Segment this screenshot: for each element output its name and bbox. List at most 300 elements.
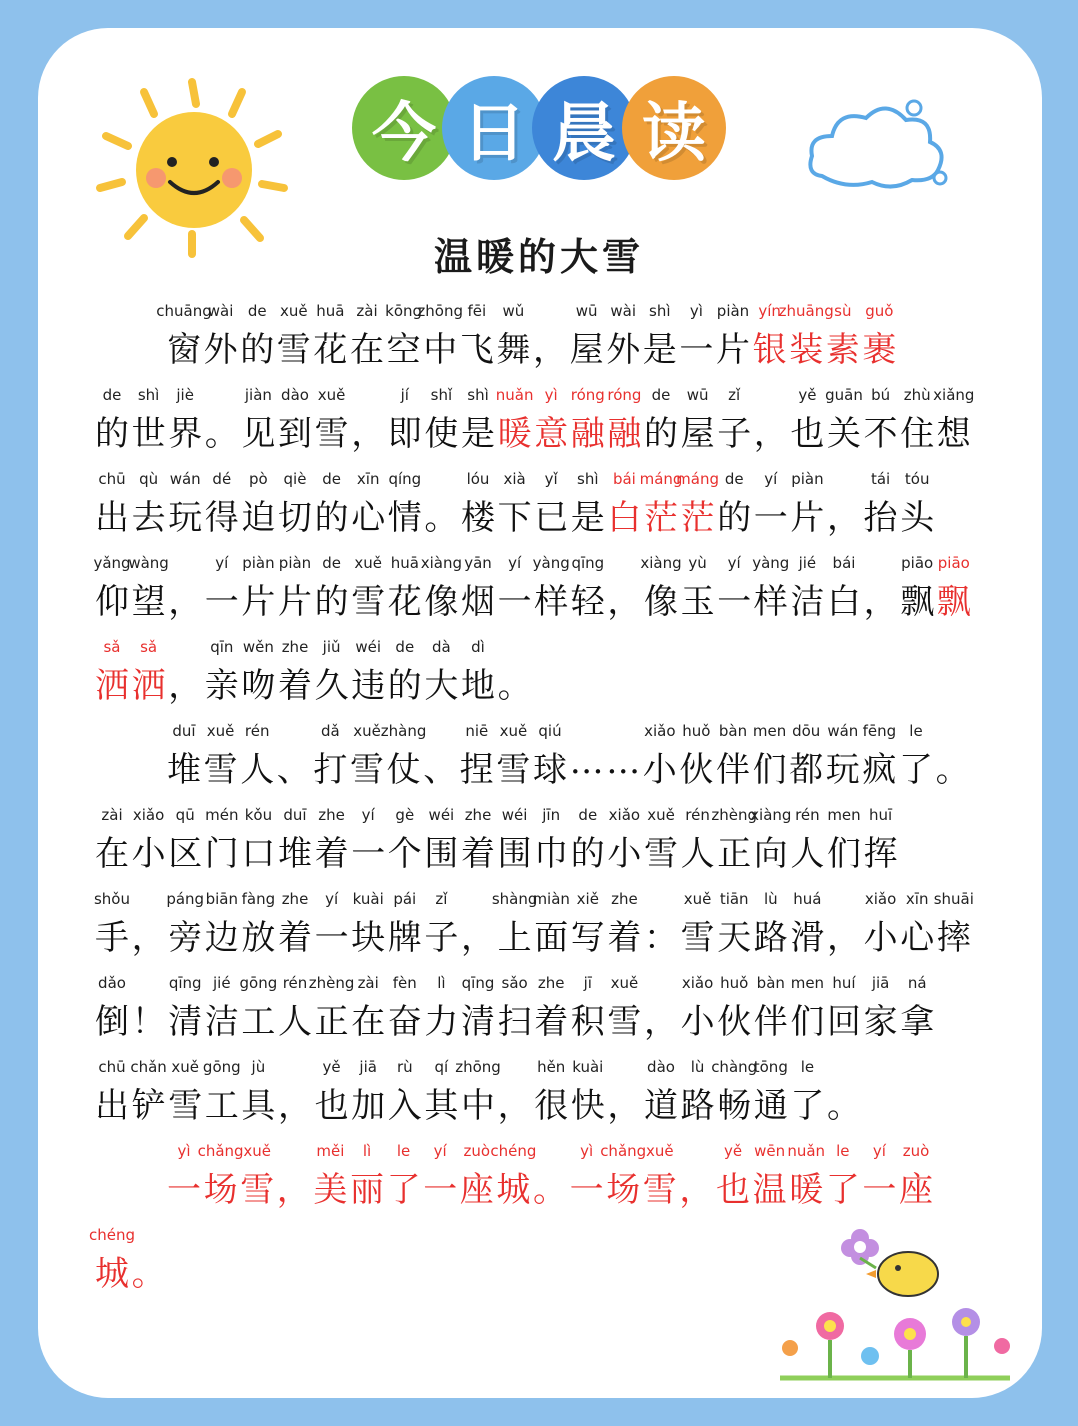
hanzi: 去 <box>131 498 166 538</box>
hanzi: 洁 <box>204 1002 239 1042</box>
hanzi: 白 <box>827 582 861 622</box>
hanzi: 门 <box>204 834 239 874</box>
pinyin: yí <box>361 806 375 824</box>
hanzi: 的 <box>95 414 129 454</box>
pinyin: xuě <box>317 386 346 404</box>
hanzi: 们 <box>827 834 861 874</box>
hanzi: 的 <box>644 414 678 454</box>
hanzi: 玩 <box>168 498 203 538</box>
hanzi: 切 <box>278 498 312 538</box>
hanzi: 、 <box>276 750 311 790</box>
pinyin: tóu <box>904 470 930 488</box>
hanzi: 的 <box>387 666 422 706</box>
hanzi: 飘 <box>936 582 971 622</box>
hanzi: 快 <box>570 1086 605 1126</box>
hanzi: 心 <box>351 498 386 538</box>
hanzi: 一 <box>351 834 386 874</box>
pinyin: huī <box>869 806 893 824</box>
hanzi: 洒 <box>131 666 166 706</box>
hanzi: 。 <box>935 750 970 790</box>
pinyin: gōng <box>239 974 278 992</box>
hanzi: 伴 <box>716 750 750 790</box>
hanzi: 头 <box>900 498 935 538</box>
hanzi: 通 <box>753 1086 788 1126</box>
pinyin: jiǔ <box>322 638 341 656</box>
hanzi: 人 <box>240 750 275 790</box>
hanzi: ， <box>753 414 788 454</box>
pinyin: yí <box>508 554 522 572</box>
hanzi: 丽 <box>350 1170 384 1210</box>
pinyin: zhuāng <box>778 302 834 320</box>
hanzi: 也 <box>314 1086 349 1126</box>
pinyin: yí <box>764 470 778 488</box>
header-char-1: 今 <box>352 76 456 180</box>
pinyin: chǎng <box>197 1142 244 1160</box>
pinyin: huǒ <box>682 722 711 740</box>
pinyin: ná <box>907 974 927 992</box>
hanzi: 窗 <box>167 330 201 370</box>
pinyin: yí <box>727 554 741 572</box>
pinyin: xiǎo <box>608 806 641 824</box>
pinyin: yín <box>758 302 781 320</box>
hanzi: 雪 <box>168 1086 203 1126</box>
hanzi: 仗 <box>386 750 421 790</box>
hanzi: 花 <box>313 330 348 370</box>
pinyin: shàng <box>491 890 538 908</box>
hanzi: 道 <box>644 1086 678 1126</box>
pinyin: shì <box>649 302 671 320</box>
hanzi: 了 <box>790 1086 825 1126</box>
pinyin: rén <box>244 722 270 740</box>
hanzi: 们 <box>752 750 787 790</box>
hanzi: 玉 <box>680 582 715 622</box>
hanzi: 个 <box>387 834 422 874</box>
hanzi: 违 <box>351 666 386 706</box>
pinyin: zhèng <box>711 806 757 824</box>
pinyin: kuài <box>352 890 384 908</box>
pinyin: yān <box>464 554 492 572</box>
pinyin: zhe <box>537 974 565 992</box>
hanzi: 球 <box>533 750 567 790</box>
pinyin: máng <box>676 470 720 488</box>
hanzi: 回 <box>827 1002 861 1042</box>
pinyin: sù <box>834 302 852 320</box>
hanzi: 在 <box>350 330 384 370</box>
pinyin: wū <box>575 302 598 320</box>
pinyin: shǒu <box>93 890 130 908</box>
pinyin: zhe <box>281 638 309 656</box>
pinyin: qù <box>139 470 159 488</box>
pinyin: de <box>724 470 744 488</box>
pinyin: shì <box>577 470 599 488</box>
pinyin: zài <box>357 974 379 992</box>
pinyin: piàn <box>716 302 750 320</box>
hanzi: 都 <box>789 750 824 790</box>
pinyin: xuě <box>354 554 382 572</box>
hanzi: 大 <box>424 666 459 706</box>
hanzi: 样 <box>753 582 788 622</box>
hanzi: 屋 <box>569 330 604 370</box>
hanzi: 像 <box>644 582 678 622</box>
hanzi: 着 <box>534 1002 569 1042</box>
hanzi: 也 <box>790 414 825 454</box>
hanzi: 是 <box>570 498 605 538</box>
pinyin: dé <box>212 470 232 488</box>
pinyin: lù <box>763 890 778 908</box>
hanzi: 雪 <box>607 1002 642 1042</box>
hanzi: ， <box>276 1170 311 1210</box>
hanzi: 。 <box>204 414 239 454</box>
pinyin: wàng <box>128 554 169 572</box>
hanzi: ， <box>827 918 861 958</box>
pinyin: mén <box>205 806 239 824</box>
pinyin: wán <box>169 470 201 488</box>
pinyin: huǒ <box>720 974 749 992</box>
pinyin: zhàng <box>380 722 427 740</box>
pinyin: de <box>102 386 122 404</box>
pinyin: lóu <box>466 470 490 488</box>
hanzi: 路 <box>680 1086 715 1126</box>
hanzi: … <box>569 742 604 782</box>
pinyin: xuě <box>243 1142 271 1160</box>
hanzi: 样 <box>534 582 569 622</box>
hanzi: 伙 <box>717 1002 752 1042</box>
pinyin: yàng <box>752 554 790 572</box>
flowers-bird-icon <box>770 1218 1020 1388</box>
hanzi: 了 <box>899 750 933 790</box>
pinyin: piàn <box>791 470 824 488</box>
pinyin: fèn <box>392 974 417 992</box>
pinyin: shǐ <box>430 386 453 404</box>
pinyin: lù <box>690 1058 705 1076</box>
pinyin: qīn <box>210 638 234 656</box>
hanzi: 工 <box>204 1086 239 1126</box>
hanzi: 是 <box>642 330 677 370</box>
pinyin: sǎ <box>140 638 158 656</box>
hanzi: 茫 <box>644 498 678 538</box>
pinyin: dào <box>647 1058 675 1076</box>
hanzi: 摔 <box>936 918 971 958</box>
pinyin: sǎ <box>103 638 121 656</box>
hanzi: 雪 <box>642 1170 677 1210</box>
pinyin: xiàng <box>750 806 792 824</box>
pinyin: zài <box>101 806 123 824</box>
hanzi: 也 <box>716 1170 750 1210</box>
pinyin: xuě <box>206 722 235 740</box>
hanzi: 、 <box>423 750 458 790</box>
hanzi: 不 <box>863 414 898 454</box>
hanzi: 面 <box>534 918 569 958</box>
pinyin: yě <box>322 1058 341 1076</box>
hanzi: 打 <box>313 750 348 790</box>
hanzi: 。 <box>131 1254 166 1294</box>
hanzi: 融 <box>570 414 605 454</box>
hanzi: 素 <box>825 330 860 370</box>
text-line <box>0 638 1078 722</box>
header-char-3: 晨 <box>532 76 636 180</box>
hanzi: 片 <box>278 582 312 622</box>
hanzi: 小 <box>863 918 898 958</box>
pinyin: máng <box>639 470 683 488</box>
pinyin: rén <box>795 806 820 824</box>
hanzi: 在 <box>351 1002 386 1042</box>
pinyin: zhōng <box>455 1058 501 1076</box>
hanzi: ， <box>607 1086 642 1126</box>
pinyin: de <box>247 302 267 320</box>
hanzi: ， <box>497 1086 532 1126</box>
pinyin: lì <box>437 974 446 992</box>
hanzi: 着 <box>461 834 495 874</box>
hanzi: 小 <box>131 834 166 874</box>
hanzi: 人 <box>278 1002 312 1042</box>
pinyin: xiě <box>576 890 599 908</box>
cloud-icon <box>802 96 952 196</box>
pinyin: xiàng <box>420 554 463 572</box>
pinyin: qíng <box>388 470 422 488</box>
morning-reading-header <box>352 76 732 186</box>
hanzi: ！ <box>131 1002 166 1042</box>
hanzi: 座 <box>899 1170 933 1210</box>
hanzi: 口 <box>241 834 276 874</box>
pinyin: dǎo <box>98 974 126 992</box>
hanzi: 一 <box>679 330 714 370</box>
hanzi: 仰 <box>95 582 129 622</box>
hanzi: 中 <box>461 1086 495 1126</box>
pinyin: zhèng <box>308 974 355 992</box>
pinyin: de <box>395 638 415 656</box>
hanzi: 飘 <box>900 582 935 622</box>
pinyin: dǎ <box>321 722 340 740</box>
hanzi: 花 <box>387 582 422 622</box>
hanzi: 的 <box>314 498 349 538</box>
pinyin: chéng <box>490 1142 537 1160</box>
pinyin: róng <box>607 386 642 404</box>
hanzi: 扫 <box>497 1002 532 1042</box>
pinyin: zhōng <box>417 302 463 320</box>
pinyin: huá <box>793 890 822 908</box>
hanzi: 雪 <box>314 414 349 454</box>
pinyin: gōng <box>202 1058 241 1076</box>
hanzi: 茫 <box>680 498 715 538</box>
pinyin: le <box>909 722 923 740</box>
hanzi: 楼 <box>461 498 495 538</box>
pinyin: qīng <box>571 554 605 572</box>
hanzi: 一 <box>753 498 788 538</box>
pinyin: bái <box>612 470 636 488</box>
pinyin: jí <box>400 386 409 404</box>
text-line <box>0 1142 1078 1226</box>
hanzi: 。 <box>497 666 532 706</box>
hanzi: 雪 <box>351 582 386 622</box>
pinyin: yí <box>215 554 229 572</box>
hanzi: 围 <box>497 834 532 874</box>
hanzi: 。 <box>533 1170 567 1210</box>
pinyin: yí <box>325 890 339 908</box>
pinyin: miàn <box>532 890 570 908</box>
pinyin: yì <box>689 302 703 320</box>
hanzi: 巾 <box>534 834 569 874</box>
hanzi: 疯 <box>862 750 897 790</box>
pinyin: le <box>836 1142 850 1160</box>
hanzi: 铲 <box>131 1086 166 1126</box>
pinyin: men <box>752 722 787 740</box>
hanzi: 家 <box>863 1002 898 1042</box>
pinyin: piàn <box>242 554 275 572</box>
pinyin: chū <box>98 470 126 488</box>
pinyin: shì <box>137 386 160 404</box>
hanzi: 天 <box>717 918 752 958</box>
pinyin: piāo <box>901 554 934 572</box>
pinyin: yì <box>544 386 558 404</box>
pinyin: qí <box>434 1058 449 1076</box>
hanzi: 洁 <box>790 582 825 622</box>
pinyin: rù <box>396 1058 413 1076</box>
hanzi: 牌 <box>387 918 422 958</box>
pinyin: zuò <box>902 1142 930 1160</box>
hanzi: 了 <box>386 1170 421 1210</box>
hanzi: 块 <box>351 918 386 958</box>
hanzi: 使 <box>424 414 459 454</box>
header-char-4: 读 <box>622 76 726 180</box>
header-char-2: 日 <box>442 76 546 180</box>
hanzi: 旁 <box>168 918 203 958</box>
pinyin: chéng <box>88 1226 135 1244</box>
pinyin: zhe <box>318 806 345 824</box>
pinyin: bàn <box>756 974 785 992</box>
pinyin: páng <box>166 890 205 908</box>
hanzi: 滑 <box>790 918 825 958</box>
pinyin: tái <box>870 470 891 488</box>
hanzi: 子 <box>424 918 459 958</box>
page-title: 温暖的大雪 <box>433 235 644 279</box>
pinyin: dào <box>281 386 309 404</box>
hanzi: ， <box>644 1002 678 1042</box>
hanzi: 洒 <box>95 666 129 706</box>
text-line <box>0 302 1078 386</box>
pinyin: niē <box>465 722 489 740</box>
hanzi: 裹 <box>862 330 897 370</box>
hanzi: 入 <box>387 1086 422 1126</box>
pinyin: fēng <box>862 722 897 740</box>
pinyin: wēn <box>754 1142 786 1160</box>
pinyin: fēi <box>467 302 487 320</box>
pinyin: fàng <box>241 890 276 908</box>
pinyin: zhe <box>611 890 638 908</box>
pinyin: de <box>322 470 341 488</box>
hanzi: 心 <box>900 918 935 958</box>
pinyin: le <box>800 1058 815 1076</box>
pinyin: biān <box>205 890 238 908</box>
hanzi: ， <box>351 414 386 454</box>
hanzi: 小 <box>642 750 677 790</box>
hanzi: 伙 <box>679 750 714 790</box>
hanzi: 一 <box>497 582 532 622</box>
hanzi: 暖 <box>789 1170 824 1210</box>
hanzi: 了 <box>825 1170 860 1210</box>
hanzi: 场 <box>606 1170 641 1210</box>
pinyin: bú <box>871 386 891 404</box>
hanzi: 的 <box>717 498 752 538</box>
pinyin: xià <box>503 470 526 488</box>
hanzi: 子 <box>717 414 752 454</box>
pinyin: jiàn <box>244 386 272 404</box>
pinyin: jié <box>213 974 231 992</box>
hanzi: 工 <box>241 1002 276 1042</box>
hanzi: 界 <box>168 414 203 454</box>
hanzi: 具 <box>241 1086 276 1126</box>
hanzi: 城 <box>496 1170 531 1210</box>
hanzi: 清 <box>168 1002 203 1042</box>
hanzi: 地 <box>461 666 495 706</box>
pinyin: rén <box>685 806 710 824</box>
pinyin: pái <box>393 890 417 908</box>
pinyin: wéi <box>501 806 528 824</box>
hanzi: 飞 <box>459 330 494 370</box>
hanzi: 着 <box>314 834 349 874</box>
pinyin: chàng <box>711 1058 758 1076</box>
pinyin: zài <box>356 302 378 320</box>
pinyin: dì <box>471 638 485 656</box>
pinyin: yù <box>688 554 707 572</box>
pinyin: rén <box>282 974 308 992</box>
hanzi: 出 <box>95 1086 129 1126</box>
pinyin: zhe <box>281 890 309 908</box>
text-line <box>0 974 1078 1058</box>
hanzi: 堆 <box>278 834 312 874</box>
hanzi: 的 <box>240 330 275 370</box>
pinyin: shì <box>467 386 489 404</box>
pinyin: sǎo <box>501 974 528 992</box>
pinyin: dà <box>432 638 451 656</box>
text-line <box>0 806 1078 890</box>
hanzi: 向 <box>753 834 788 874</box>
hanzi: 迫 <box>241 498 276 538</box>
pinyin: nuǎn <box>495 386 534 404</box>
hanzi: 上 <box>497 918 532 958</box>
pinyin: de <box>322 554 341 572</box>
pinyin: jiā <box>359 1058 377 1076</box>
hanzi: 见 <box>241 414 276 454</box>
hanzi: 雪 <box>644 834 678 874</box>
hanzi: 在 <box>95 834 129 874</box>
pinyin: yí <box>872 1142 886 1160</box>
pinyin: gè <box>395 806 415 824</box>
hanzi: 拿 <box>900 1002 935 1042</box>
hanzi: 出 <box>95 498 129 538</box>
hanzi: ， <box>827 498 861 538</box>
hanzi: 力 <box>424 1002 459 1042</box>
pinyin: wán <box>827 722 859 740</box>
hanzi: 片 <box>716 330 750 370</box>
pinyin: chuāng <box>156 302 212 320</box>
hanzi: 吻 <box>241 666 276 706</box>
pinyin: róng <box>570 386 605 404</box>
pinyin: zǐ <box>435 890 448 908</box>
hanzi: 即 <box>387 414 422 454</box>
pinyin: dōu <box>792 722 821 740</box>
text-line <box>0 470 1078 554</box>
hanzi: 一 <box>862 1170 897 1210</box>
pinyin: qīng <box>168 974 202 992</box>
hanzi: 区 <box>168 834 203 874</box>
pinyin: yě <box>798 386 817 404</box>
pinyin: huā <box>316 302 345 320</box>
hanzi: 舞 <box>496 330 531 370</box>
pinyin: kǒu <box>244 806 273 824</box>
pinyin: zhe <box>464 806 492 824</box>
pinyin: jīn <box>542 806 561 824</box>
pinyin: pò <box>249 470 268 488</box>
